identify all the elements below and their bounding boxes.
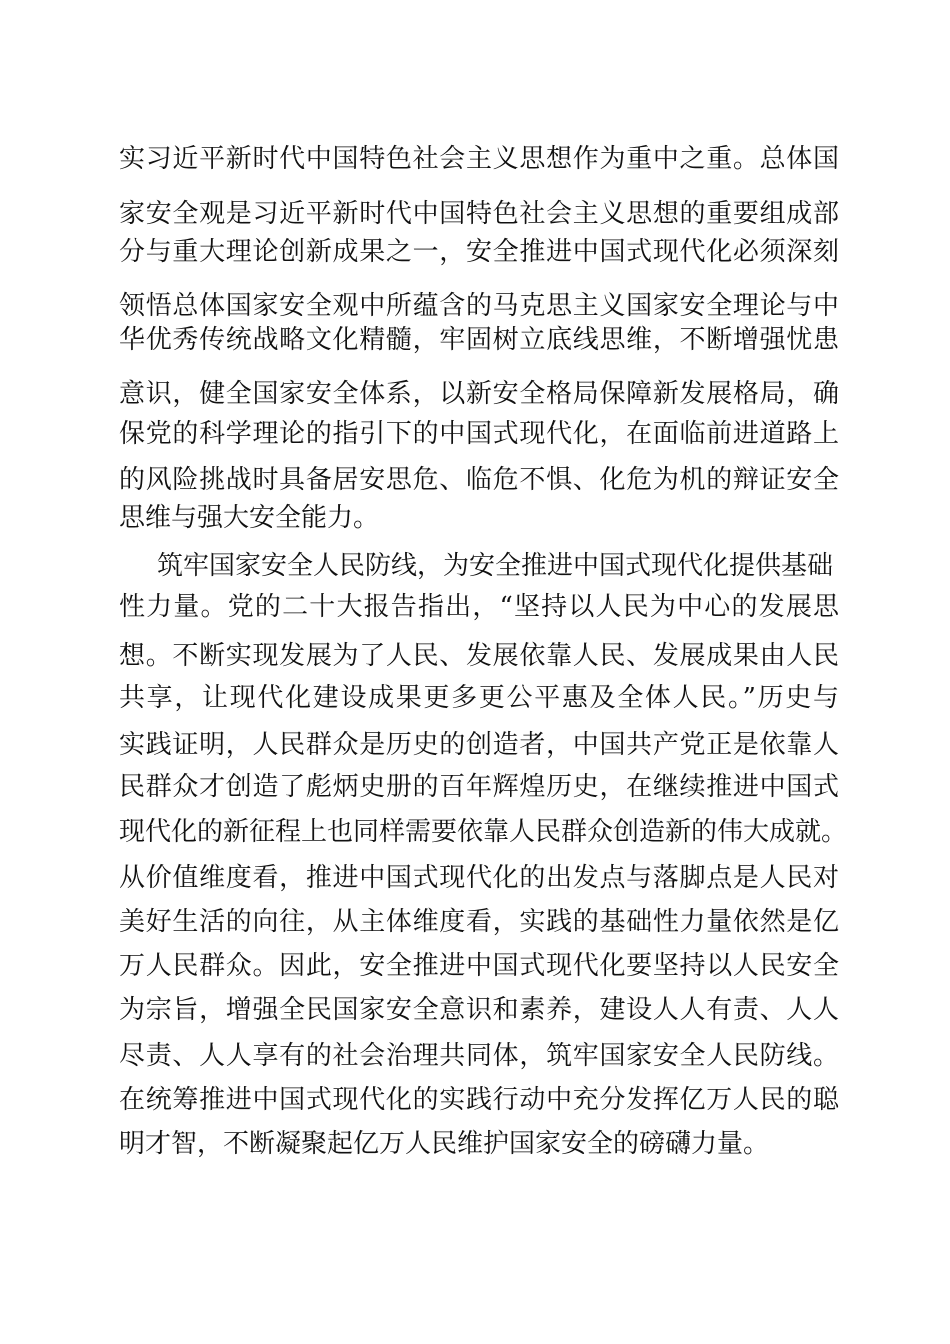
text-line: 实践证明，人民群众是历史的创造者，中国共产党正是依靠人 (119, 730, 839, 760)
text-line: 思维与强大安全能力。 (119, 503, 380, 533)
text-line: 性力量。党的二十大报告指出，“坚持以人民为中心的发展思 (119, 592, 839, 622)
text-line: 分与重大理论创新成果之一，安全推进中国式现代化必须深刻 (119, 237, 839, 267)
text-line: 领悟总体国家安全观中所蕴含的马克思主义国家安全理论与中 (119, 291, 839, 321)
text-line: 明才智，不断凝聚起亿万人民维护国家安全的磅礴力量。 (119, 1129, 770, 1159)
text-line: 的风险挑战时具备居安思危、临危不惧、化危为机的辩证安全 (119, 465, 839, 495)
text-line: 保党的科学理论的指引下的中国式现代化，在面临前进道路上 (119, 419, 839, 449)
text-line: 为宗旨，增强全民国家安全意识和素养，建设人人有责、人人 (119, 995, 839, 1025)
text-line: 从价值维度看，推进中国式现代化的出发点与落脚点是人民对 (119, 863, 839, 893)
text-line: 家安全观是习近平新时代中国特色社会主义思想的重要组成部 (119, 199, 839, 229)
text-line: 实习近平新时代中国特色社会主义思想作为重中之重。总体国 (119, 144, 839, 174)
text-line: 美好生活的向往，从主体维度看，实践的基础性力量依然是亿 (119, 907, 839, 937)
text-line: 华优秀传统战略文化精髓，牢固树立底线思维，不断增强忧患 (119, 325, 839, 355)
text-line: 想。不断实现发展为了人民、发展依靠人民、发展成果由人民 (119, 641, 839, 671)
text-line: 万人民群众。因此，安全推进中国式现代化要坚持以人民安全 (119, 951, 839, 981)
text-line: 尽责、人人享有的社会治理共同体，筑牢国家安全人民防线。 (119, 1041, 839, 1071)
text-line: 现代化的新征程上也同样需要依靠人民群众创造新的伟大成就。 (119, 817, 848, 847)
text-line: 意识，健全国家安全体系，以新安全格局保障新发展格局，确 (119, 379, 839, 409)
text-line: 共享，让现代化建设成果更多更公平惠及全体人民。”历史与 (119, 683, 839, 713)
text-line: 在统筹推进中国式现代化的实践行动中充分发挥亿万人民的聪 (119, 1085, 839, 1115)
text-line: 民群众才创造了彪炳史册的百年辉煌历史，在继续推进中国式 (119, 772, 839, 802)
paragraph-first-line: 筑牢国家安全人民防线，为安全推进中国式现代化提供基础 (157, 551, 834, 581)
